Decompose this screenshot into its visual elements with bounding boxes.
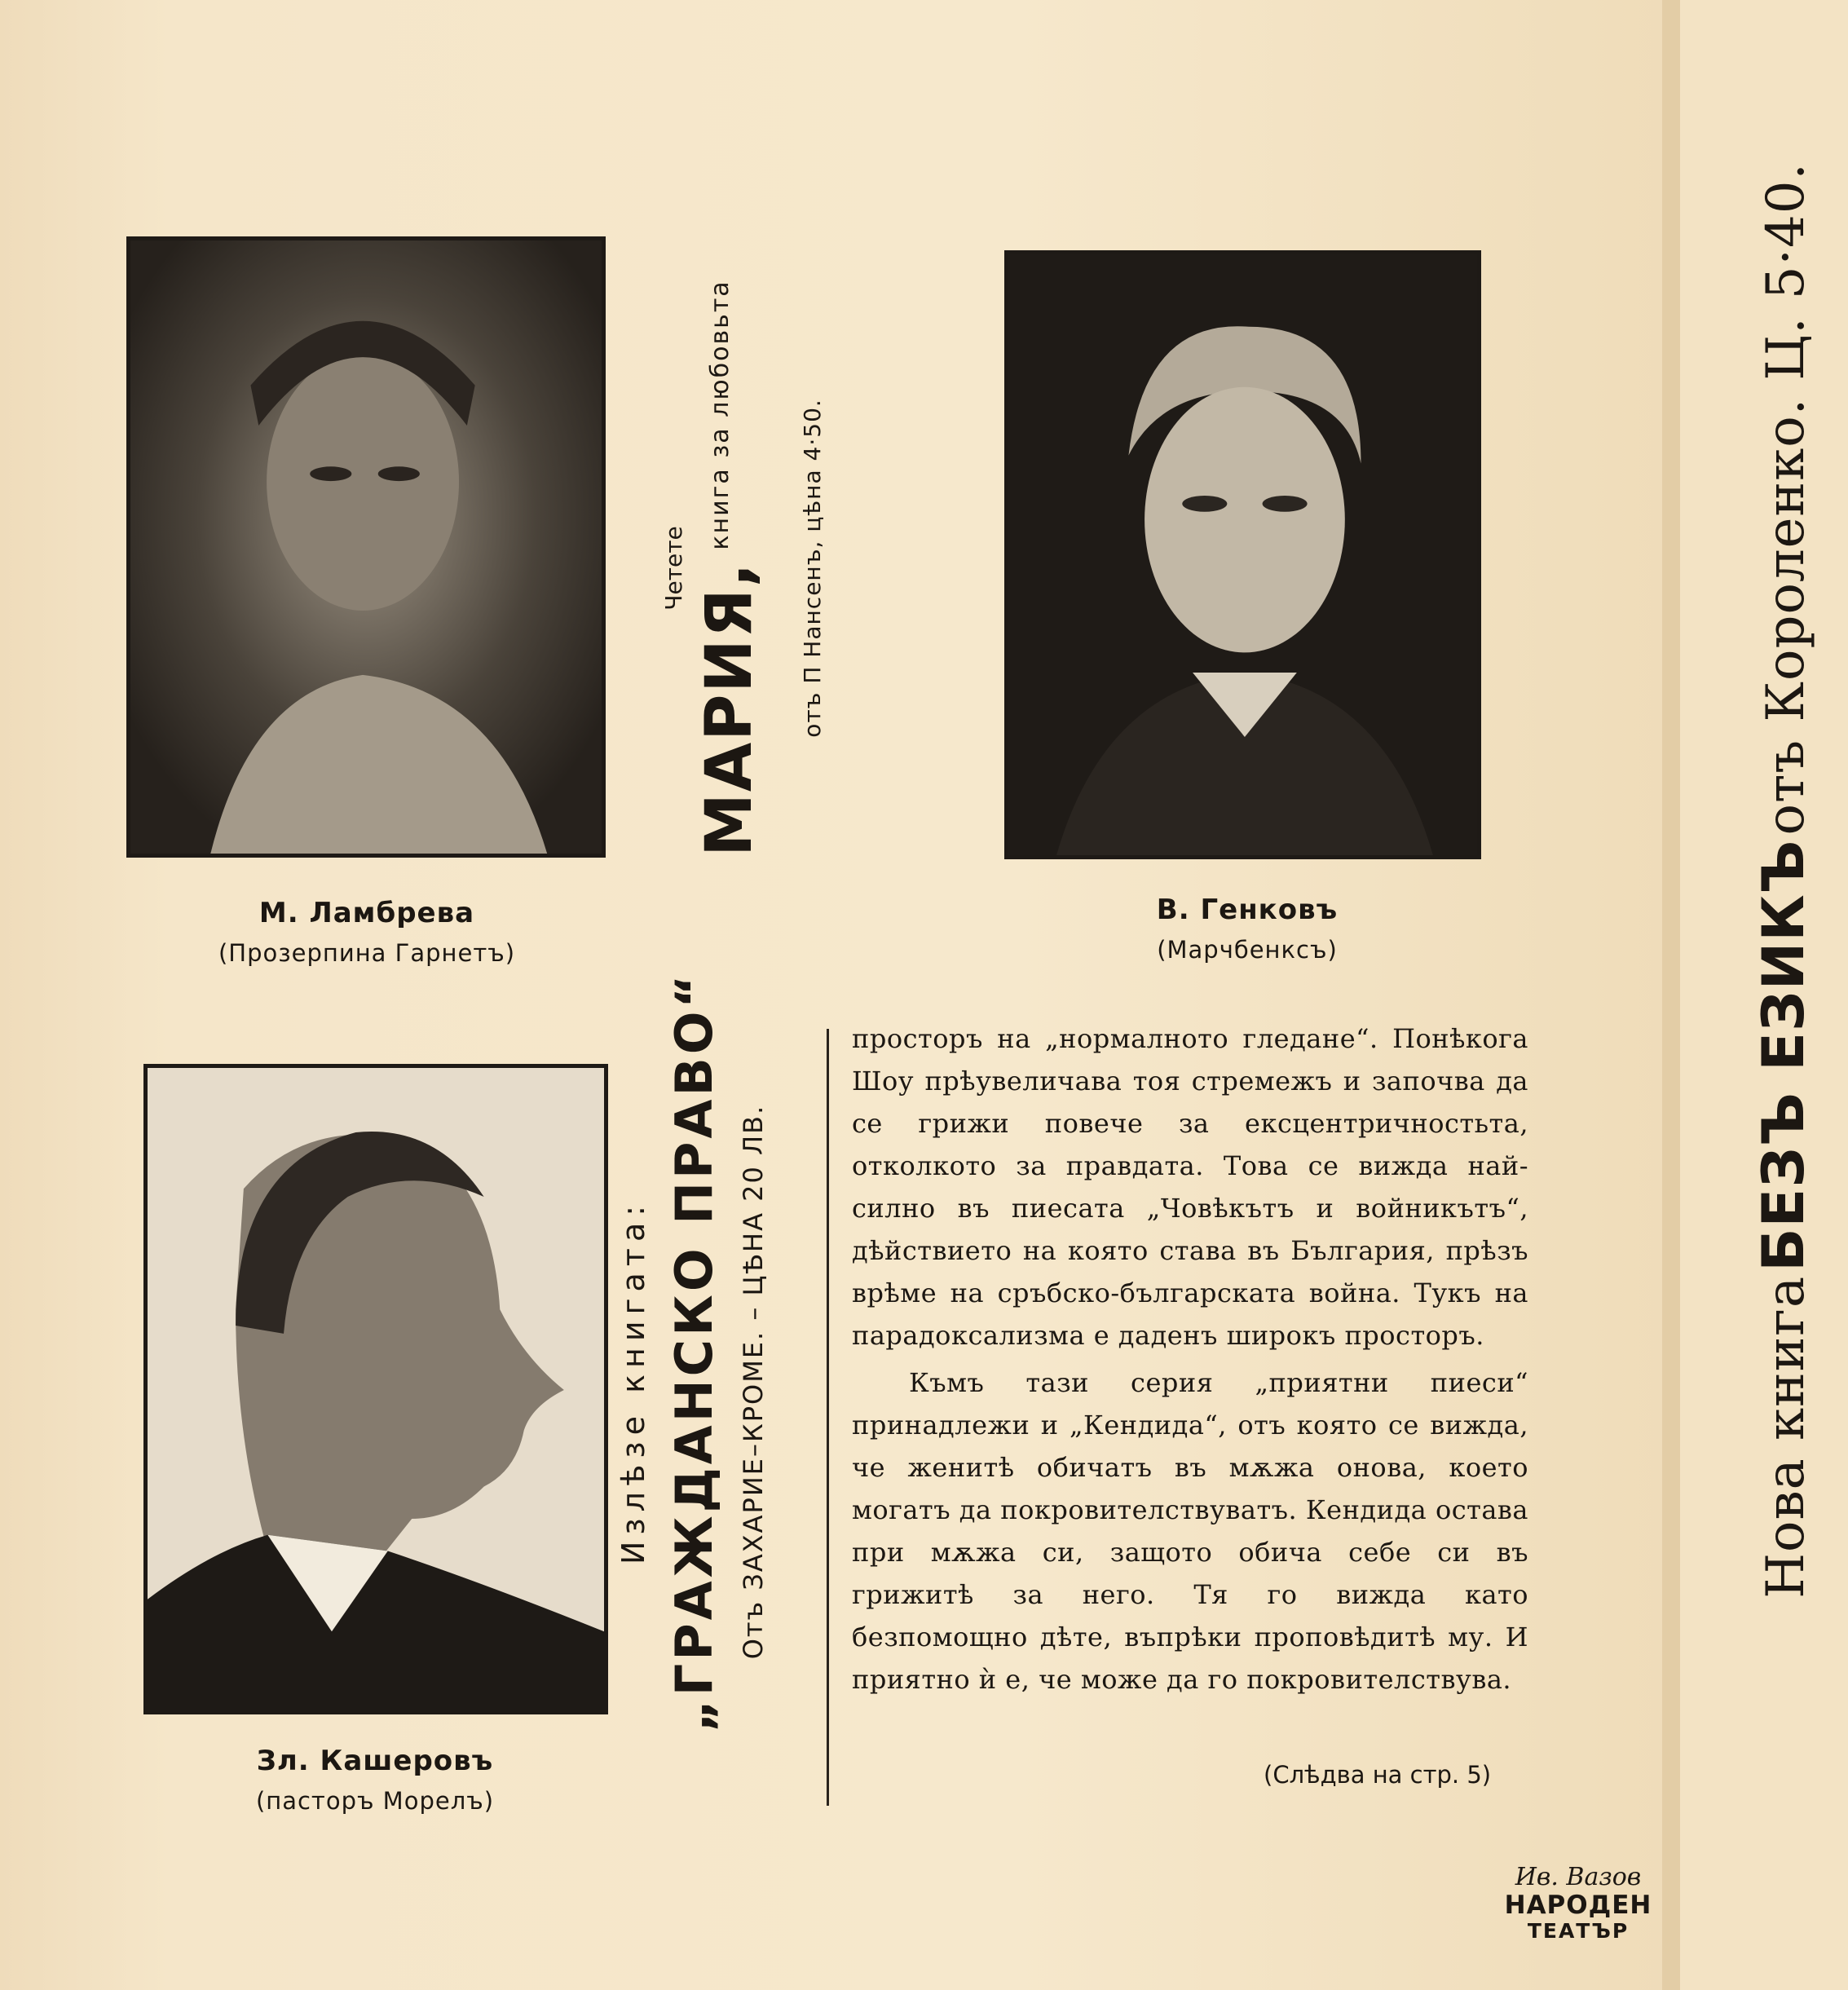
logo-signature: Ив. Вазов bbox=[1515, 1863, 1642, 1891]
portrait-photo-genkov bbox=[1004, 250, 1481, 859]
actor-role: (Марчбенксъ) bbox=[1157, 936, 1338, 964]
advert-gp-author-price: Отъ ЗАХАРИЕ–КРОМЕ. – ЦѢНА 20 ЛВ. bbox=[738, 1104, 769, 1660]
caption-kasherov bbox=[171, 1745, 579, 1815]
advert-bez-ezik bbox=[1750, 159, 1848, 1602]
actor-name: В. Генковъ bbox=[1156, 894, 1339, 926]
actor-role: (Прозерпина Гарнетъ) bbox=[218, 939, 516, 967]
logo-line2: ТЕАТЪР bbox=[1527, 1919, 1630, 1943]
page-edge bbox=[1662, 0, 1680, 1990]
actor-name: М. Ламбрева bbox=[258, 897, 475, 929]
column-divider bbox=[827, 1029, 829, 1806]
portrait-photo-lambreva bbox=[126, 236, 606, 858]
article-paragraph: Къмъ тази серия „приятни пиеси“ принадлежи и „Кендида“, отъ която се вижда, че женитѣ обичатъ въ мѫжа онова, което могатъ да покровителствуватъ. Кендида остава при мѫжа си, защото обича себе си въ грижитѣ за него. Тя го вижда като безпомощно дѣте, въпрѣки проповѣдитѣ му. И приятно ѝ е, че може да го покровителствува. bbox=[852, 1367, 1528, 1695]
actor-name: Зл. Кашеровъ bbox=[256, 1745, 494, 1777]
actor-role: (пасторъ Морелъ) bbox=[255, 1787, 495, 1815]
continued-note: (Слѣдва на стр. 5) bbox=[1264, 1761, 1492, 1789]
logo-line1: НАРОДЕН bbox=[1504, 1891, 1652, 1920]
caption-genkov bbox=[1043, 894, 1451, 964]
advert-maria-author-price: отъ П Нансенъ, цѣна 4·50. bbox=[799, 399, 826, 738]
advert-be-title: БЕЗЪ ЕЗИКЪ bbox=[1750, 839, 1817, 1272]
article-paragraph: просторъ на „нормалното гледане“. Понѣкога Шоу прѣувеличава тоя стремежъ и започва да се грижи повече за ексцентричностьта, отколкото за правдата. Това се вижда най-силно въ пиесата „Човѣкътъ и войникътъ“, дѣйствието на която става въ България, прѣзъ врѣме на сръбско-българската война. Тукъ на парадоксализма е даденъ широкъ просторъ. bbox=[852, 1023, 1528, 1351]
advert-grazhdansko-pravo bbox=[615, 971, 803, 1732]
advert-maria-intro: Четете bbox=[660, 526, 687, 611]
portrait-photo-kasherov bbox=[143, 1064, 608, 1714]
article-text bbox=[852, 1017, 1528, 1701]
advert-gp-intro: Излѣзе книгата: bbox=[615, 1198, 651, 1565]
advert-be-part2: отъ Короленко. Ц. 5·40. bbox=[1756, 162, 1816, 836]
advert-gp-title: „ГРАЖДАНСКО ПРАВО“ bbox=[664, 971, 724, 1732]
advert-maria-title-line bbox=[693, 250, 766, 886]
advert-maria-subtitle: книга за любовьта bbox=[706, 280, 734, 550]
advert-maria bbox=[660, 250, 864, 886]
national-theatre-logo bbox=[1497, 1863, 1660, 1952]
advert-be-part1: Нова книга bbox=[1756, 1275, 1816, 1599]
caption-lambreva bbox=[163, 897, 571, 967]
advert-maria-title: МАРИЯ, bbox=[693, 561, 766, 857]
